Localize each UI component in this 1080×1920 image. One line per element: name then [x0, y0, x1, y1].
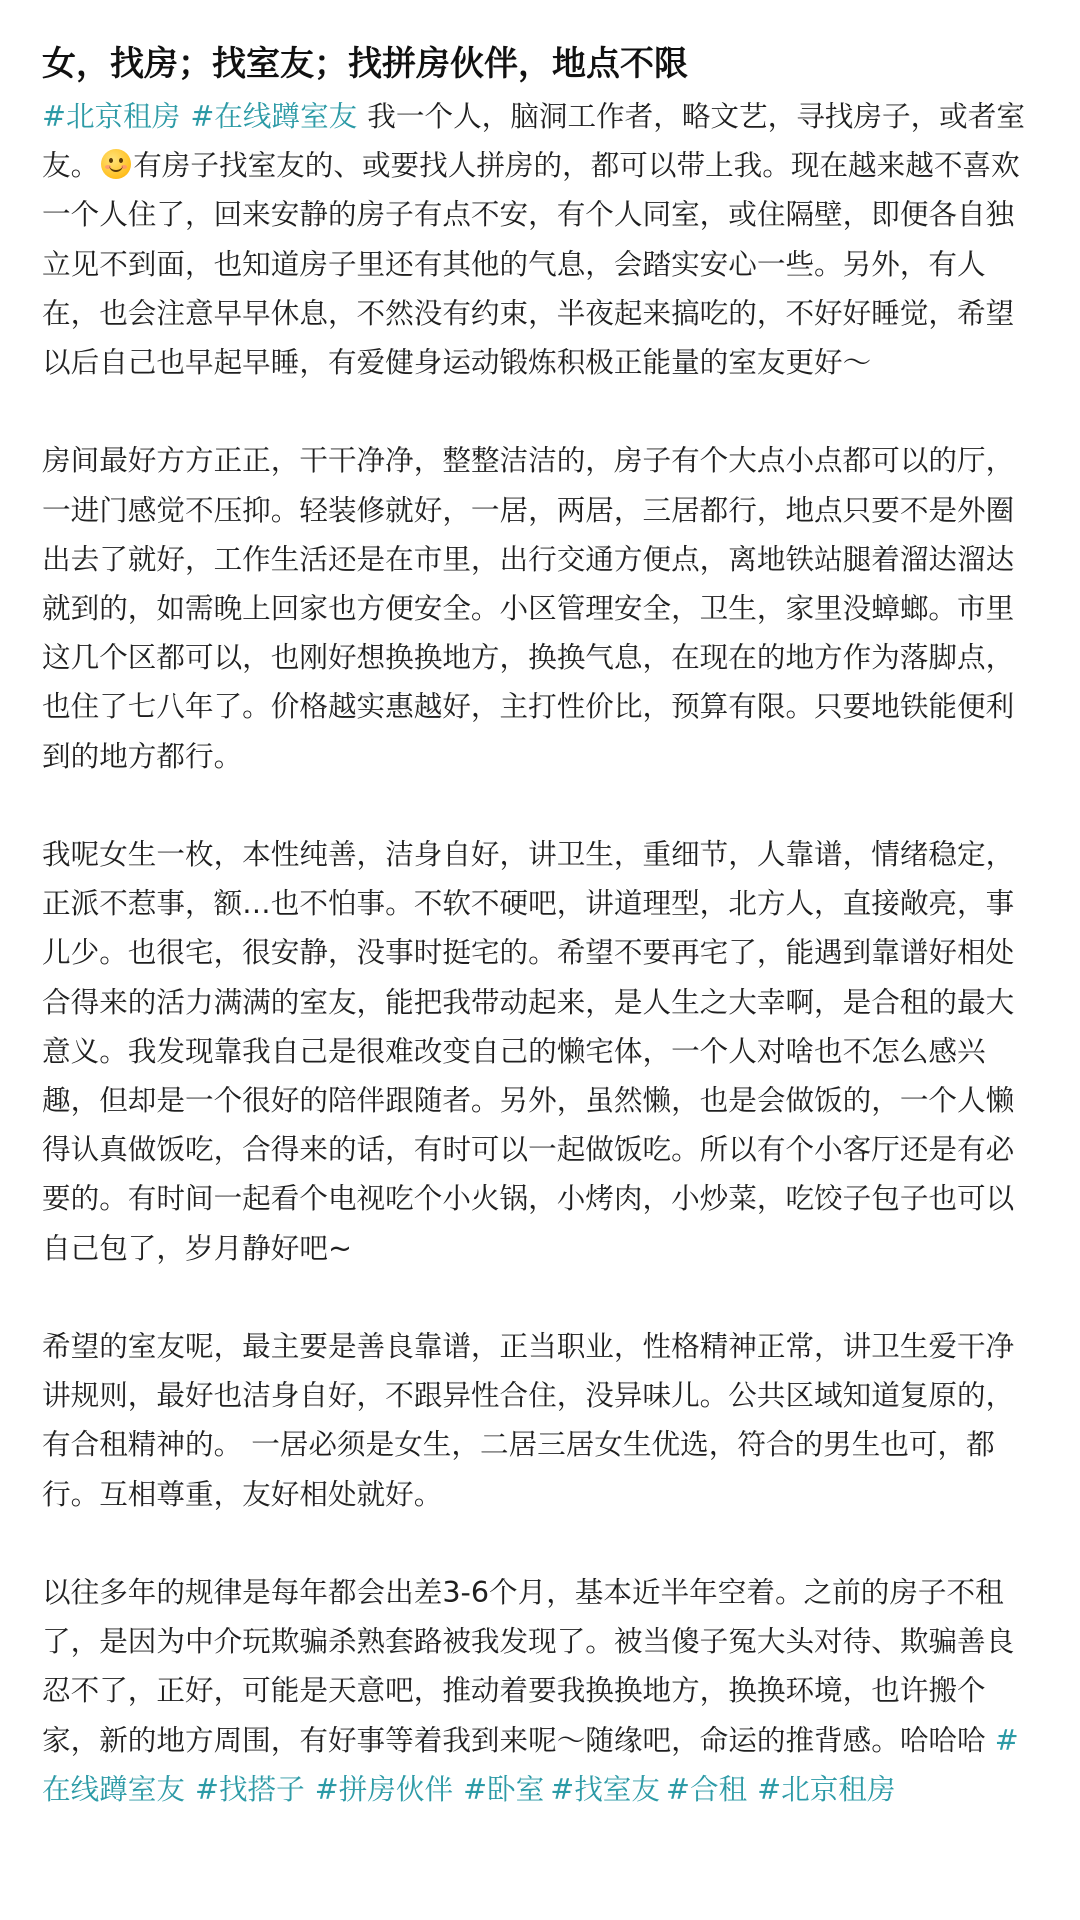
paragraph-text: 我一个人，脑洞工作者，略文艺，寻找房子，或者室友。: [42, 99, 1025, 183]
post-body: [42, 92, 1038, 1814]
paragraph-background: [42, 1568, 1038, 1814]
paragraph-text: 有房子找室友的、或要找人拼房的，都可以带上我。现在越来越不喜欢一个人住了，回来安静的房子有点不安，有个人同室，或住隔壁，即便各自独立见不到面，也知道房子里还有其他的气息，会踏实安心一些。另外，有人在，也会注意早早休息，不然没有约束，半夜起来搞吃的，不好好睡觉，希望以后自己也早起早睡，有爱健身运动锻炼积极正能量的室友更好～: [42, 148, 1020, 380]
post-title: 女，找房；找室友；找拼房伙伴，地点不限: [42, 44, 688, 84]
hashtag-link[interactable]: #找搭子: [194, 1771, 305, 1806]
hashtag-link[interactable]: #找室友: [550, 1771, 660, 1806]
hashtag-link[interactable]: #在线蹲室友: [190, 99, 358, 133]
hashtag-link[interactable]: #北京租房: [757, 1771, 896, 1806]
hashtag-link[interactable]: #北京租房: [42, 99, 181, 133]
paragraph-text: 以往多年的规律是每年都会出差3-6个月，基本近半年空着。之前的房子不租了，是因为中介玩欺骗杀熟套路被我发现了。被当傻子冤大头对待、欺骗善良忍不了，正好，可能是天意吧，推动着要我换换地方，换换环境，也许搬个家，新的地方周围，有好事等着我到来呢～随缘吧，命运的推背感。哈哈哈: [42, 1575, 1015, 1757]
hashtag-link[interactable]: #卧室: [463, 1771, 545, 1806]
paragraph-roommate-wishes: 希望的室友呢，最主要是善良靠谱，正当职业，性格精神正常，讲卫生爱干净讲规则，最好也洁身自好，不跟异性合住，没异味儿。公共区域知道复原的，有合租精神的。 一居必须是女生，二居三居女生优选，符合的男生也可，都行。互相尊重，友好相处就好。: [42, 1329, 1015, 1511]
hashtag-link[interactable]: #拼房伙伴: [314, 1771, 454, 1806]
paragraph-intro: [42, 92, 1038, 387]
smiling-face-icon: [101, 149, 131, 179]
paragraph-housing: 房间最好方方正正，干干净净，整整洁洁的，房子有个大点小点都可以的厅，一进门感觉不压抑。轻装修就好，一居，两居，三居都行，地点只要不是外圈出去了就好，工作生活还是在市里，出行交通方便点，离地铁站腿着溜达溜达就到的，如需晚上回家也方便安全。小区管理安全，卫生，家里没蟑螂。市里这几个区都可以，也刚好想换换地方，换换气息，在现在的地方作为落脚点，也住了七八年了。价格越实惠越好，主打性价比，预算有限。只要地铁能便利到的地方都行。: [42, 443, 1015, 773]
paragraph-about-me: 我呢女生一枚，本性纯善，洁身自好，讲卫生，重细节，人靠谱，情绪稳定，正派不惹事，额…也不怕事。不软不硬吧，讲道理型，北方人，直接敞亮，事儿少。也很宅，很安静，没事时挺宅的。希望不要再宅了，能遇到靠谱好相处合得来的活力满满的室友，能把我带动起来，是人生之大幸啊，是合租的最大意义。我发现靠我自己是很难改变自己的懒宅体，一个人对啥也不怎么感兴趣，但却是一个很好的陪伴跟随者。另外，虽然懒，也是会做饭的，一个人懒得认真做饭吃，合得来的话，有时可以一起做饭吃。所以有个小客厅还是有必要的。有时间一起看个电视吃个小火锅，小烤肉，小炒菜，吃饺子包子也可以自己包了，岁月静好吧~: [42, 837, 1015, 1265]
hashtag-link[interactable]: #合租: [665, 1771, 748, 1806]
hashtag-link[interactable]: #在线蹲室友: [42, 1722, 1019, 1806]
